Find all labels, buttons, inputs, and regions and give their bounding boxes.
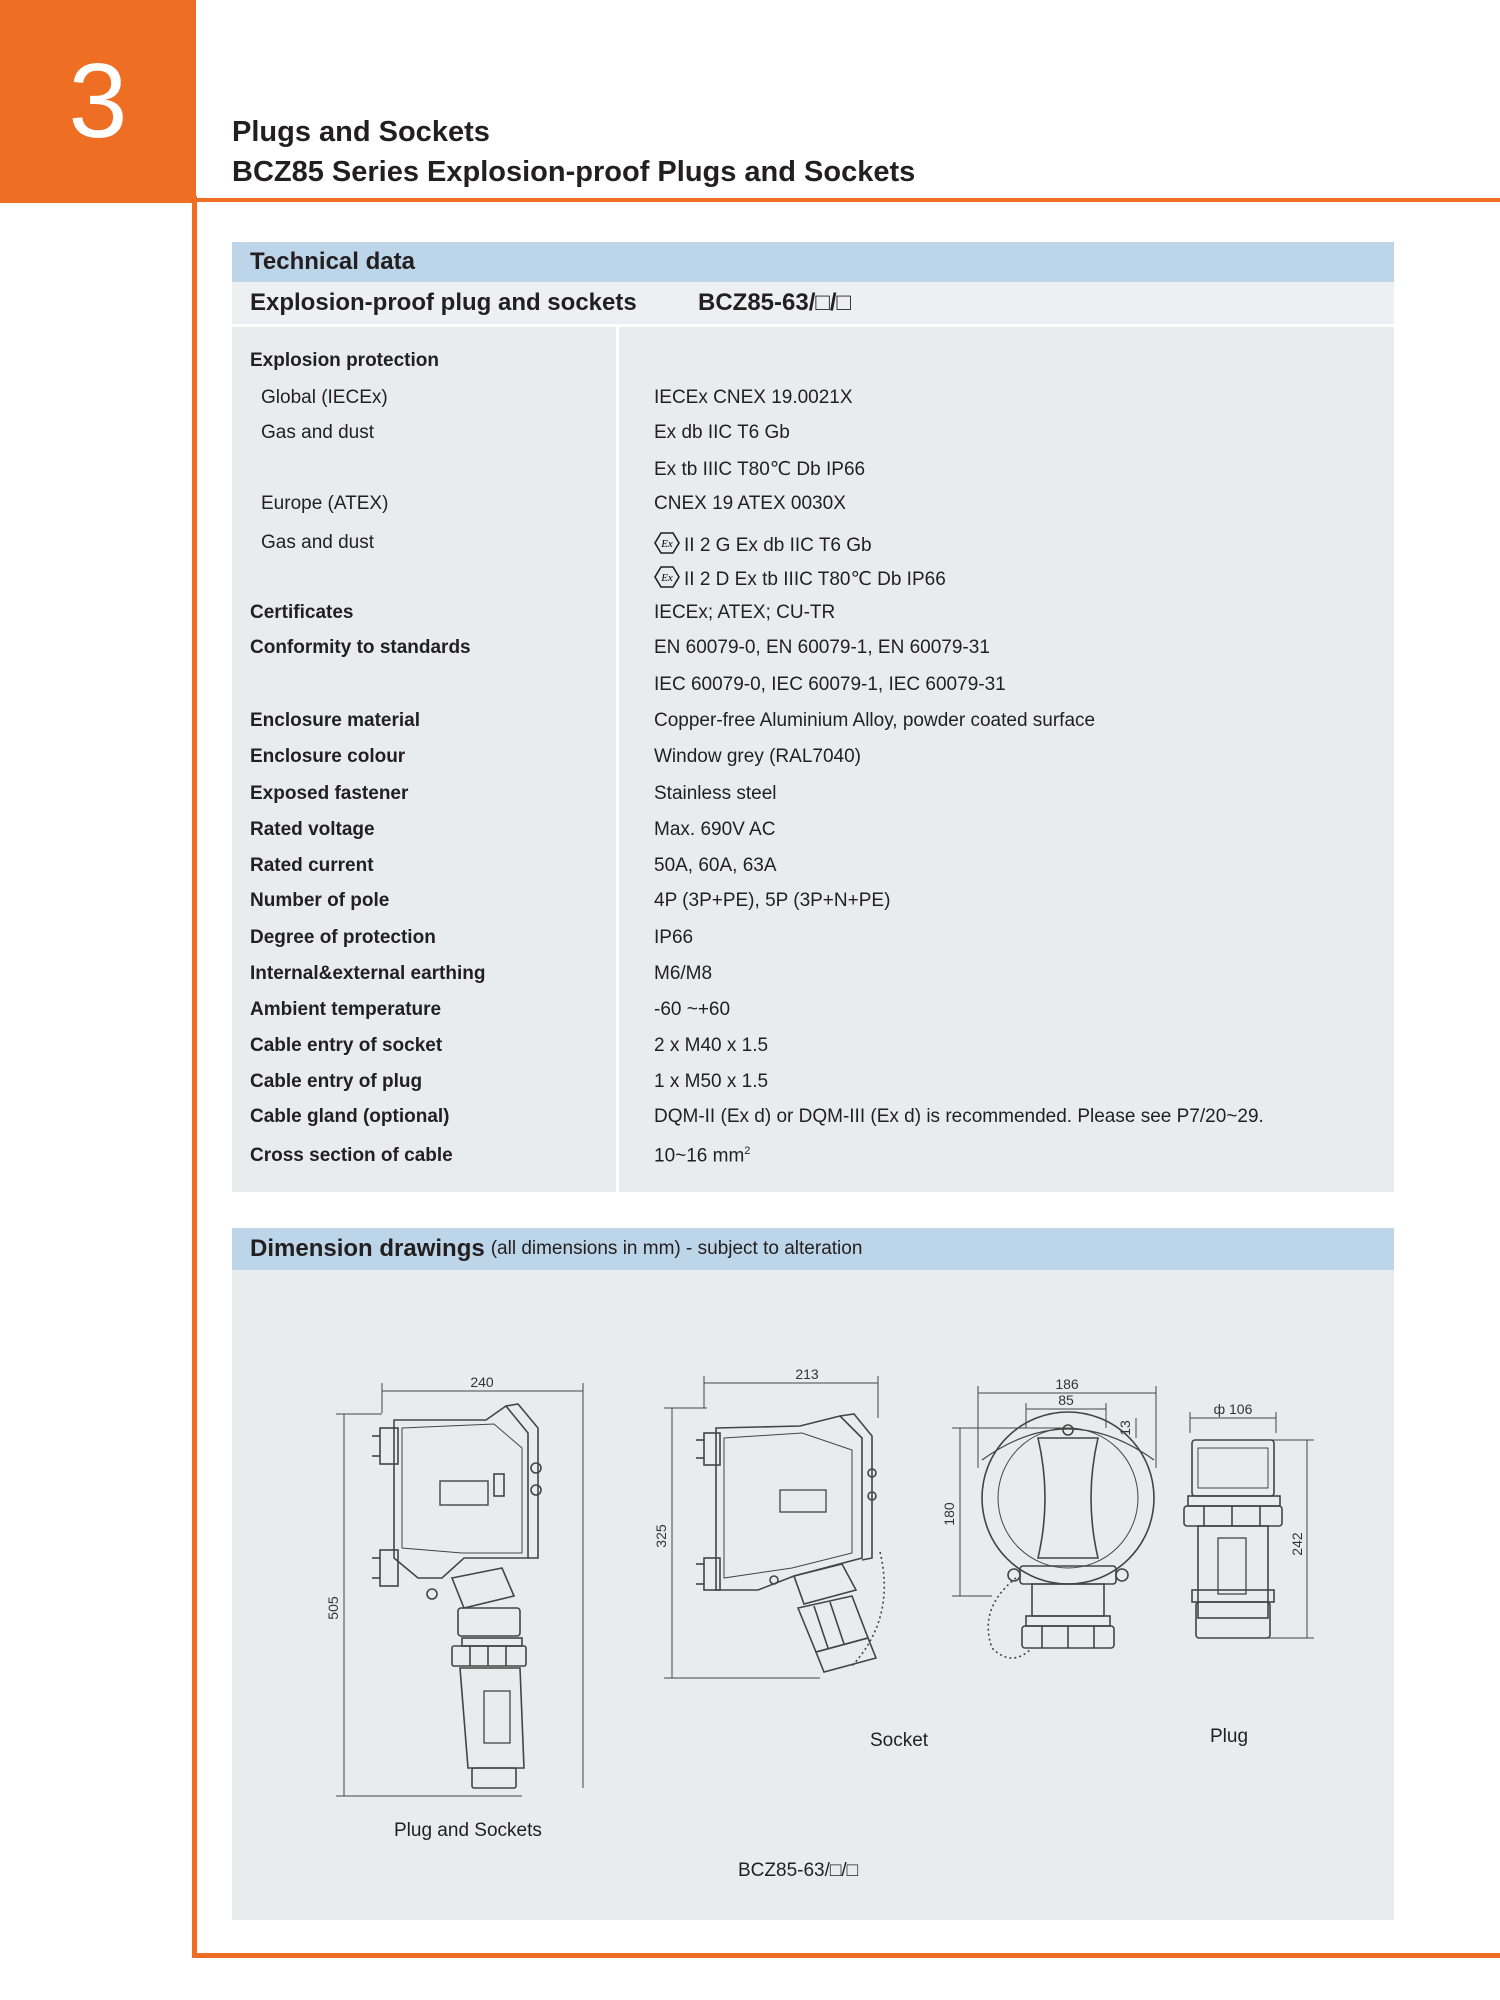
spec-row xyxy=(232,489,1394,519)
spec-label: Cable entry of plug xyxy=(250,1071,423,1092)
spec-row xyxy=(232,995,1394,1025)
spec-row xyxy=(232,1031,1394,1061)
spec-value-wrap xyxy=(654,746,861,768)
dim-213: 213 xyxy=(795,1366,819,1382)
spec-value: II 2 D Ex tb IIIC T80℃ Db IP66 xyxy=(684,569,946,590)
caption-model: BCZ85-63/□/□ xyxy=(738,1860,859,1881)
spec-label: Cable gland (optional) xyxy=(250,1106,450,1127)
spec-value-wrap xyxy=(654,855,777,877)
spec-value-wrap xyxy=(654,532,872,557)
spec-label: Degree of protection xyxy=(250,927,436,948)
spec-label: Ambient temperature xyxy=(250,999,442,1020)
spec-label: Conformity to standards xyxy=(250,637,471,658)
spec-value-wrap xyxy=(654,1106,1264,1128)
spec-value: Stainless steel xyxy=(654,783,777,804)
dim-106: ф 106 xyxy=(1213,1401,1253,1417)
spec-label: Certificates xyxy=(250,602,354,623)
page-title-line2: BCZ85 Series Explosion-proof Plugs and Sockets xyxy=(232,156,916,188)
spec-value-wrap xyxy=(654,710,1095,732)
technical-data-band xyxy=(232,242,1394,282)
spec-row xyxy=(232,383,1394,413)
spec-value: M6/M8 xyxy=(654,963,713,984)
spec-label: Gas and dust xyxy=(261,422,375,443)
spec-value: Window grey (RAL7040) xyxy=(654,746,861,767)
dim-240: 240 xyxy=(470,1374,494,1390)
spec-value: IEC 60079-0, IEC 60079-1, IEC 60079-31 xyxy=(654,674,1006,695)
caption-socket: Socket xyxy=(870,1730,929,1751)
spec-value-wrap xyxy=(654,566,946,591)
spec-row xyxy=(232,1141,1394,1171)
spec-label: Europe (ATEX) xyxy=(261,493,389,514)
spec-label: Number of pole xyxy=(250,890,390,911)
spec-row xyxy=(232,706,1394,736)
spec-row xyxy=(232,418,1394,448)
spec-label: Exposed fastener xyxy=(250,783,409,804)
spec-value-wrap xyxy=(654,963,712,985)
spec-value-wrap xyxy=(654,458,865,481)
spec-value: -60 ~+60 xyxy=(654,999,731,1020)
spec-value-wrap xyxy=(654,1145,750,1167)
ex-hexagon-icon xyxy=(654,566,680,588)
spec-value: IP66 xyxy=(654,927,694,948)
spec-value-wrap xyxy=(654,674,1006,696)
plug-and-socket-drawing xyxy=(336,1383,583,1796)
svg-text:Ex: Ex xyxy=(661,538,673,550)
spec-row xyxy=(232,562,1394,592)
spec-row xyxy=(232,779,1394,809)
spec-label: Cross section of cable xyxy=(250,1145,453,1166)
caption-plug: Plug xyxy=(1210,1726,1249,1747)
dim-505: 505 xyxy=(325,1596,341,1620)
spec-value-wrap xyxy=(654,999,730,1021)
dimension-drawings xyxy=(232,1228,1394,1920)
technical-subtitle-row xyxy=(232,282,1394,327)
spec-value: DQM-II (Ex d) or DQM-III (Ex d) is recommended. Please see P7/20~29. xyxy=(654,1106,1264,1127)
spec-value-wrap xyxy=(654,602,835,624)
spec-label: Internal&external earthing xyxy=(250,963,486,984)
ex-hexagon-icon xyxy=(654,532,680,554)
technical-subtitle: Explosion-proof plug and sockets xyxy=(250,289,637,316)
chapter-number: 3 xyxy=(0,0,196,203)
spec-label: Gas and dust xyxy=(261,532,375,553)
spec-row xyxy=(232,742,1394,772)
dimension-note: (all dimensions in mm) - subject to alteration xyxy=(490,1238,863,1259)
spec-value: IECEx; ATEX; CU-TR xyxy=(654,602,836,623)
dimension-title: Dimension drawings xyxy=(250,1235,485,1262)
socket-side-drawing xyxy=(664,1376,884,1678)
spec-value-wrap xyxy=(654,422,790,444)
spec-row xyxy=(232,815,1394,845)
page-title xyxy=(232,112,915,192)
spec-value: Max. 690V AC xyxy=(654,819,776,840)
spec-value-wrap xyxy=(654,819,775,841)
spec-value: 2 x M40 x 1.5 xyxy=(654,1035,769,1056)
dim-186: 186 xyxy=(1055,1376,1079,1392)
dimension-drawings-panel xyxy=(232,1228,1394,1920)
spec-label: Cable entry of socket xyxy=(250,1035,443,1056)
plug-drawing xyxy=(1184,1412,1314,1638)
spec-value: Ex tb IIIC T80℃ Db IP66 xyxy=(654,459,866,480)
spec-value-wrap xyxy=(654,890,890,912)
spec-value: 50A, 60A, 63A xyxy=(654,855,777,876)
page-title-line1: Plugs and Sockets xyxy=(232,116,490,148)
dim-180: 180 xyxy=(941,1502,957,1526)
spec-row xyxy=(232,1067,1394,1097)
spec-row xyxy=(232,959,1394,989)
orange-vertical-rule xyxy=(192,196,197,1958)
technical-model: BCZ85-63/□/□ xyxy=(698,289,852,316)
technical-data-title: Technical data xyxy=(250,248,415,275)
dim-13: 13 xyxy=(1117,1420,1133,1436)
spec-value: Ex db IIC T6 Gb xyxy=(654,422,790,443)
spec-value: 4P (3P+PE), 5P (3P+N+PE) xyxy=(654,890,891,911)
spec-label: Global (IECEx) xyxy=(261,387,388,408)
spec-row xyxy=(232,923,1394,953)
spec-row xyxy=(232,633,1394,663)
spec-row xyxy=(232,346,1394,376)
spec-value: CNEX 19 ATEX 0030X xyxy=(654,493,846,514)
spec-value: 10~16 mm xyxy=(654,1145,745,1167)
spec-value: EN 60079-0, EN 60079-1, EN 60079-31 xyxy=(654,637,990,658)
svg-text:Ex: Ex xyxy=(661,572,673,584)
superscript-2: 2 xyxy=(744,1145,751,1157)
spec-value-wrap xyxy=(654,927,693,949)
spec-label: Enclosure material xyxy=(250,710,421,731)
spec-value: IECEx CNEX 19.0021X xyxy=(654,387,853,408)
spec-row xyxy=(232,1102,1394,1132)
spec-label: Rated voltage xyxy=(250,819,375,840)
spec-value-wrap xyxy=(654,387,853,409)
spec-value-wrap xyxy=(654,493,846,515)
spec-value: II 2 G Ex db IIC T6 Gb xyxy=(684,535,872,556)
dim-85: 85 xyxy=(1058,1392,1074,1408)
spec-label: Rated current xyxy=(250,855,374,876)
spec-row xyxy=(232,454,1394,484)
spec-row xyxy=(232,886,1394,916)
spec-row xyxy=(232,598,1394,628)
spec-value-wrap xyxy=(654,1035,768,1057)
caption-plug-and-sockets: Plug and Sockets xyxy=(394,1820,542,1841)
spec-label: Explosion protection xyxy=(250,350,439,371)
spec-value-wrap xyxy=(654,783,777,805)
spec-row xyxy=(232,851,1394,881)
spec-label: Enclosure colour xyxy=(250,746,406,767)
orange-header-rule xyxy=(196,198,1500,202)
spec-row xyxy=(232,670,1394,700)
spec-value-wrap xyxy=(654,637,990,659)
spec-value: 1 x M50 x 1.5 xyxy=(654,1071,769,1092)
orange-footer-rule xyxy=(192,1953,1500,1958)
spec-value: Copper-free Aluminium Alloy, powder coated surface xyxy=(654,710,1096,731)
spec-row xyxy=(232,528,1394,558)
dim-325: 325 xyxy=(653,1524,669,1548)
technical-data-panel xyxy=(232,242,1394,1192)
dim-242: 242 xyxy=(1289,1532,1305,1556)
spec-value-wrap xyxy=(654,1071,768,1093)
